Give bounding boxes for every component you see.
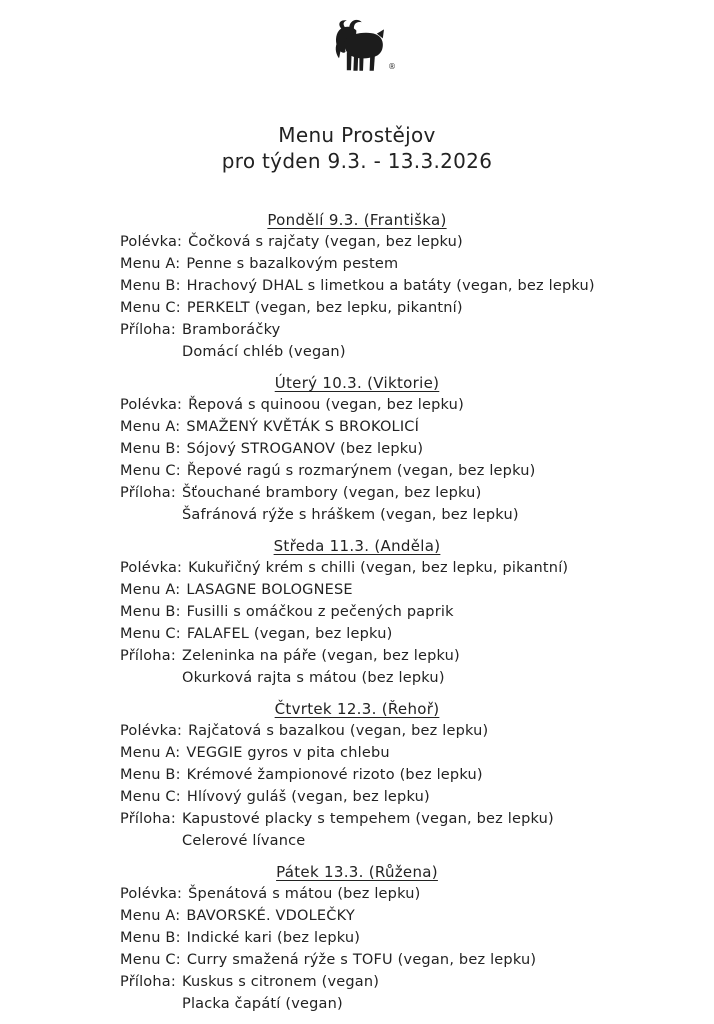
menu-line	[0, 949, 714, 971]
menu-line	[0, 883, 714, 905]
menu-line-label: Menu C:	[120, 626, 181, 642]
menu-line	[0, 720, 714, 742]
menu-title: Menu Prostějov	[278, 123, 436, 147]
day-header: Pondělí 9.3. (Františka)	[267, 211, 447, 229]
menu-line-label: Menu C:	[120, 789, 181, 805]
menu-line-text: Placka čapátí (vegan)	[182, 996, 343, 1012]
menu-line-text: Šťouchané brambory (vegan, bez lepku)	[181, 485, 482, 501]
menu-line-text: Penne s bazalkovým pestem	[186, 256, 399, 272]
menu-line-label: Menu B:	[120, 767, 181, 783]
day-header: Středa 11.3. (Anděla)	[273, 537, 441, 555]
menu-line	[0, 394, 714, 416]
menu-line-text: Kuskus s citronem (vegan)	[181, 974, 380, 990]
day-section	[0, 861, 714, 1015]
menu-line-continuation	[0, 341, 714, 363]
menu-line-label: Menu A:	[120, 908, 181, 924]
menu-line	[0, 460, 714, 482]
menu-line-label: Příloha:	[120, 322, 176, 338]
menu-line-text: Řepová s quinoou (vegan, bez lepku)	[188, 397, 464, 413]
day-header: Pátek 13.3. (Růžena)	[276, 863, 438, 881]
menu-line-text: Zeleninka na páře (vegan, bez lepku)	[181, 648, 460, 664]
menu-line-text: Indické kari (bez lepku)	[186, 930, 361, 946]
menu-line-label: Příloha:	[120, 974, 176, 990]
menu-line-label: Menu C:	[120, 300, 181, 316]
menu-line-label: Menu A:	[120, 419, 181, 435]
menu-line-label: Menu A:	[120, 582, 181, 598]
menu-line-label: Polévka:	[120, 886, 183, 902]
menu-line-label: Menu C:	[120, 463, 181, 479]
menu-line-label: Příloha:	[120, 485, 176, 501]
menu-line-label: Menu B:	[120, 604, 181, 620]
menu-line	[0, 971, 714, 993]
menu-week-subtitle: pro týden 9.3. - 13.3.2026	[221, 149, 493, 173]
menu-line-text: Čočková s rajčaty (vegan, bez lepku)	[188, 234, 463, 250]
menu-line	[0, 927, 714, 949]
menu-line-label: Menu B:	[120, 441, 181, 457]
menu-line	[0, 623, 714, 645]
menu-line-label: Příloha:	[120, 648, 176, 664]
menu-line	[0, 297, 714, 319]
menu-line-text: BAVORSKÉ. VDOLEČKY	[186, 908, 355, 924]
menu-line	[0, 742, 714, 764]
menu-line-text: LASAGNE BOLOGNESE	[186, 582, 353, 598]
menu-line-label: Polévka:	[120, 234, 183, 250]
menu-line-text: VEGGIE gyros v pita chlebu	[186, 745, 390, 761]
menu-line	[0, 275, 714, 297]
menu-line-text: Kapustové placky s tempehem (vegan, bez lepku)	[181, 811, 554, 827]
menu-line-text: Fusilli s omáčkou z pečených paprik	[186, 604, 454, 620]
registered-trademark-symbol: ®	[388, 62, 396, 71]
menu-line	[0, 601, 714, 623]
menu-line-text: Okurková rajta s mátou (bez lepku)	[182, 670, 445, 686]
day-section	[0, 698, 714, 852]
menu-line-text: Domácí chléb (vegan)	[182, 344, 346, 360]
menu-line	[0, 764, 714, 786]
menu-line	[0, 905, 714, 927]
menu-line-text: Hlívový guláš (vegan, bez lepku)	[186, 789, 430, 805]
day-header: Úterý 10.3. (Viktorie)	[274, 374, 440, 392]
menu-line	[0, 482, 714, 504]
menu-line-label: Polévka:	[120, 397, 183, 413]
day-section	[0, 535, 714, 689]
document-title	[0, 122, 714, 174]
menu-line-label: Příloha:	[120, 811, 176, 827]
menu-line-label: Menu A:	[120, 745, 181, 761]
menu-line	[0, 808, 714, 830]
menu-days	[0, 209, 714, 1024]
menu-line-text: Kukuřičný krém s chilli (vegan, bez lepku, pikantní)	[188, 560, 569, 576]
day-section	[0, 372, 714, 526]
menu-line-label: Menu B:	[120, 278, 181, 294]
menu-line	[0, 645, 714, 667]
menu-line-text: SMAŽENÝ KVĚTÁK S BROKOLICÍ	[186, 419, 420, 435]
menu-line-text: FALAFEL (vegan, bez lepku)	[186, 626, 393, 642]
menu-line-continuation	[0, 993, 714, 1015]
menu-line-text: Bramboráčky	[181, 322, 281, 338]
menu-line	[0, 416, 714, 438]
menu-line-text: Krémové žampionové rizoto (bez lepku)	[186, 767, 483, 783]
menu-line	[0, 786, 714, 808]
menu-line-label: Menu C:	[120, 952, 181, 968]
menu-line-continuation	[0, 504, 714, 526]
day-header: Čtvrtek 12.3. (Řehoř)	[274, 700, 440, 718]
menu-line-text: Šafránová rýže s hráškem (vegan, bez lepku)	[182, 507, 519, 523]
menu-line-text: Špenátová s mátou (bez lepku)	[188, 886, 421, 902]
menu-line	[0, 319, 714, 341]
menu-line	[0, 253, 714, 275]
goat-logo-icon	[327, 16, 387, 74]
menu-line-label: Menu B:	[120, 930, 181, 946]
menu-line-continuation	[0, 667, 714, 689]
menu-line-label: Polévka:	[120, 560, 183, 576]
menu-line	[0, 557, 714, 579]
menu-line-label: Polévka:	[120, 723, 183, 739]
menu-line-text: Hrachový DHAL s limetkou a batáty (vegan, bez lepku)	[186, 278, 595, 294]
menu-line-text: PERKELT (vegan, bez lepku, pikantní)	[186, 300, 463, 316]
menu-line	[0, 231, 714, 253]
menu-line-text: Rajčatová s bazalkou (vegan, bez lepku)	[188, 723, 489, 739]
day-section	[0, 209, 714, 363]
menu-line-continuation	[0, 830, 714, 852]
menu-line-text: Řepové ragú s rozmarýnem (vegan, bez lepku)	[186, 463, 536, 479]
menu-line-label: Menu A:	[120, 256, 181, 272]
menu-line-text: Celerové lívance	[182, 833, 306, 849]
menu-line	[0, 438, 714, 460]
logo	[327, 16, 396, 74]
menu-line-text: Sójový STROGANOV (bez lepku)	[186, 441, 424, 457]
menu-line-text: Curry smažená rýže s TOFU (vegan, bez lepku)	[186, 952, 537, 968]
menu-line	[0, 579, 714, 601]
